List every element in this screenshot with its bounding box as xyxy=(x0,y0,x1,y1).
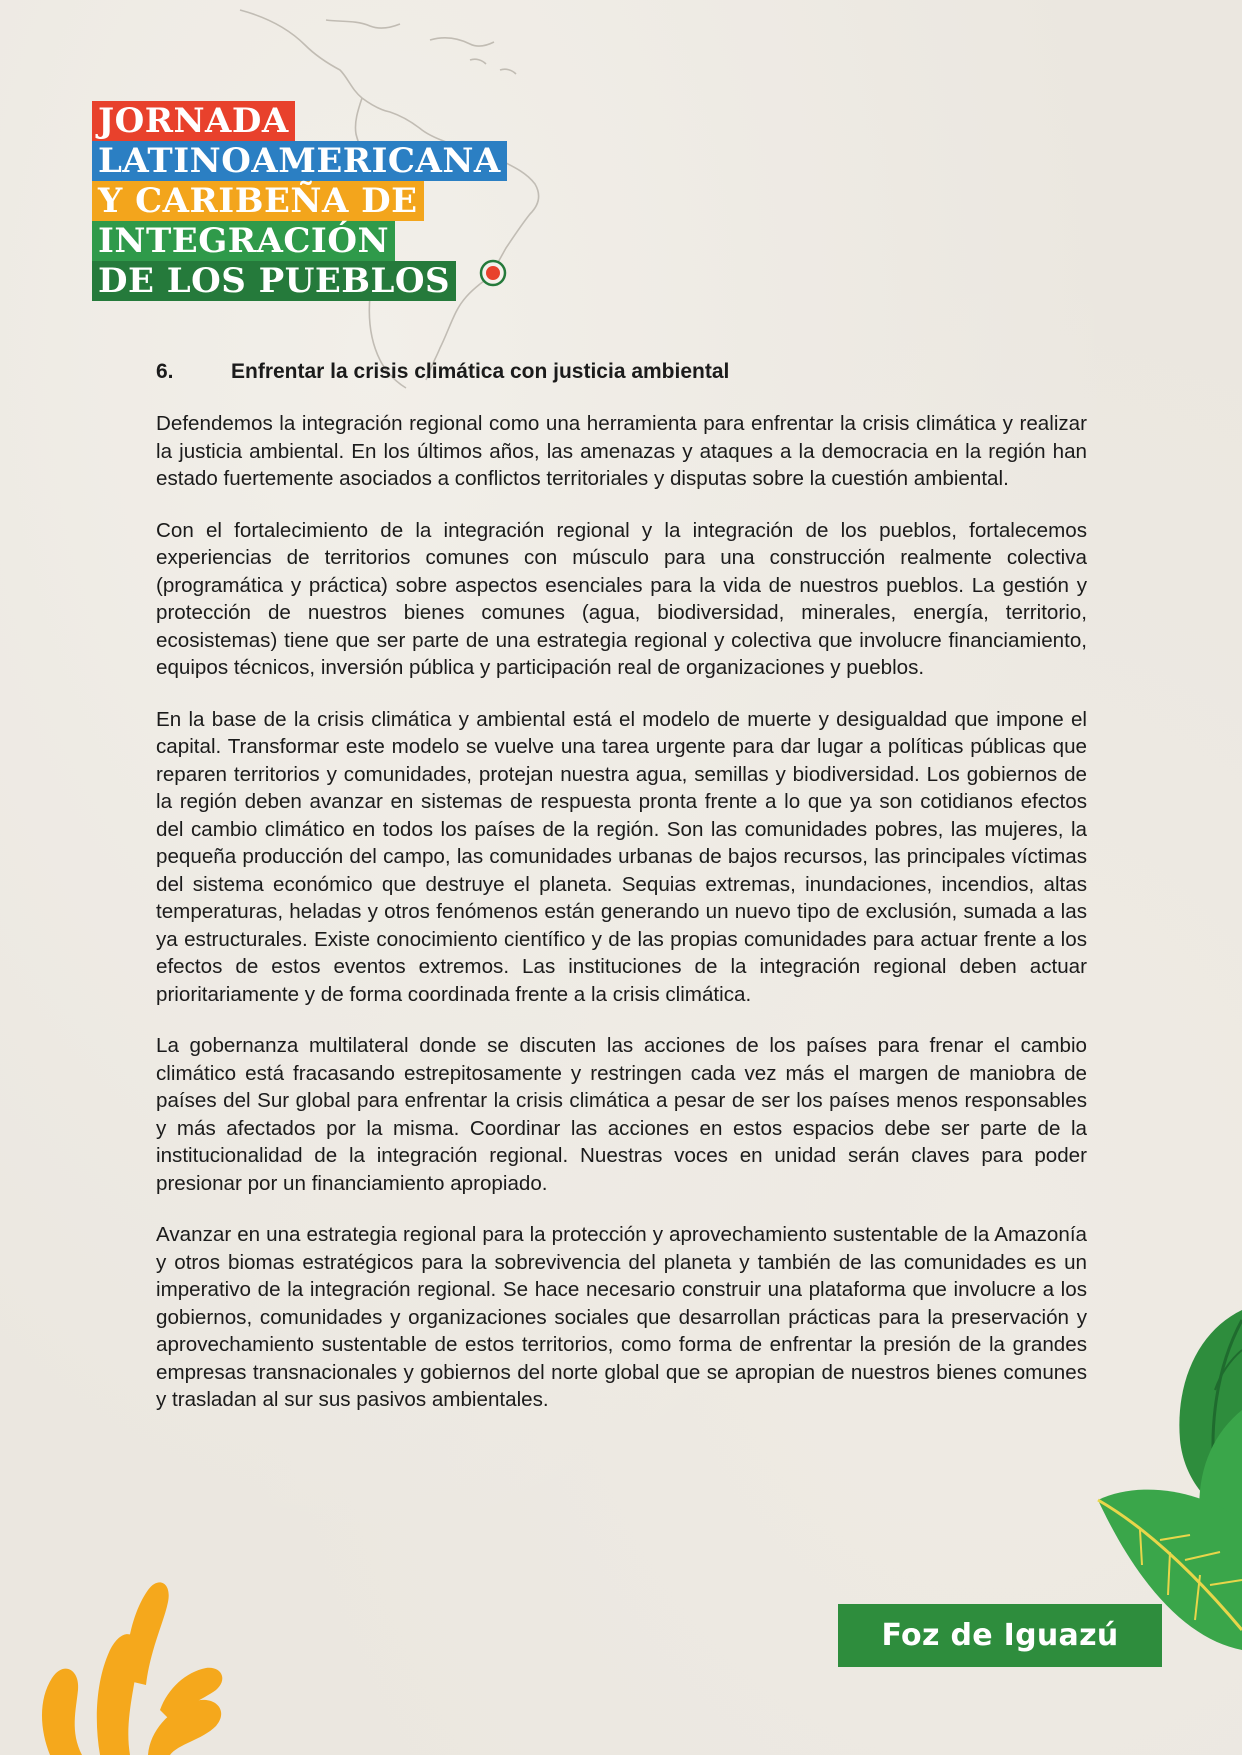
logo-line-4: INTEGRACIÓN xyxy=(92,221,395,261)
section-title: Enfrentar la crisis climática con justicia ambiental xyxy=(231,360,730,383)
document-body xyxy=(156,358,1087,1438)
location-marker-icon xyxy=(478,258,508,288)
paragraph-1: Defendemos la integración regional como una herramienta para enfrentar la crisis climática y realizar la justicia ambiental. En los últimos años, las amenazas y ataques a la democracia en la región han estado fuertemente asociados a conflictos territoriales y disputas sobre la cuestión ambiental. xyxy=(156,412,1087,490)
logo-line-2: LATINOAMERICANA xyxy=(92,141,507,181)
splash-decoration-icon xyxy=(30,1560,250,1755)
event-logo xyxy=(92,101,507,301)
paragraph-5: Avanzar en una estrategia regional para la protección y aprovechamiento sustentable de la Amazonía y otros biomas estratégicos para la sobrevivencia del planeta y también de las comunidades es un imperativo de la integración regional. Se hace necesario construir una plataforma que involucre a los gobiernos, comunidades y organizaciones sociales que desarrollan prácticas para la preservación y aprovechamiento sustentable de estos territorios, como forma de enfrentar la presión de la grandes empresas transnacionales y gobiernos del norte global que se apropian de nuestros bienes comunes y trasladan al sur sus pasivos ambientales. xyxy=(156,1223,1087,1411)
logo-line-1: JORNADA xyxy=(92,101,295,141)
paragraph-4: La gobernanza multilateral donde se discuten las acciones de los países para frenar el cambio climático está fracasando estrepitosamente y restringen cada vez más el margen de maniobra de países del Sur global para enfrentar la crisis climática a pesar de ser los países menos responsables y más afectados por la misma. Coordinar las acciones en estos espacios debe ser parte de la institucionalidad de la integración regional. Nuestras voces en unidad serán claves para poder presionar por un financiamiento apropiado. xyxy=(156,1034,1087,1195)
location-badge: Foz de Iguazú xyxy=(838,1604,1162,1667)
paragraph-2: Con el fortalecimiento de la integración regional y la integración de los pueblos, fortalecemos experiencias de territorios comunes con músculo para una construcción realmente colectiva (programática y práctica) sobre aspectos esenciales para la vida de nuestros pueblos. La gestión y protección de nuestros bienes comunes (agua, biodiversidad, minerales, energía, territorio, ecosistemas) tiene que ser parte de una estrategia regional y colectiva que involucre financiamiento, equipos técnicos, inversión pública y participación real de organizaciones y pueblos. xyxy=(156,518,1087,679)
section-number: 6. xyxy=(156,360,174,383)
paragraph-3: En la base de la crisis climática y ambiental está el modelo de muerte y desigualdad que impone el capital. Transformar este modelo se vuelve una tarea urgente para dar lugar a políticas públicas que reparen territorios y comunidades, protejan nuestra agua, semillas y biodiversidad. Los gobiernos de la región deben avanzar en sistemas de respuesta pronta frente a lo que ya son cotidianos efectos del cambio climático en todos los países de la región. Son las comunidades pobres, las mujeres, la pequeña producción del campo, las comunidades urbanas de bajos recursos, las principales víctimas del sistema económico que destruye el planeta. Sequias extremas, inundaciones, incendios, altas temperaturas, heladas y otros fenómenos están generando un nuevo tipo de exclusión, sumada a las ya estructurales. Existe conocimiento científico y de las propias comunidades para actuar frente a los efectos de estos eventos extremos. Las instituciones de la integración regional deben actuar prioritariamente y de forma coordinada frente a la crisis climática. xyxy=(156,707,1087,1006)
section-heading xyxy=(156,358,1087,386)
logo-line-5: DE LOS PUEBLOS xyxy=(92,261,456,301)
logo-line-3: Y CARIBEÑA DE xyxy=(92,181,424,221)
